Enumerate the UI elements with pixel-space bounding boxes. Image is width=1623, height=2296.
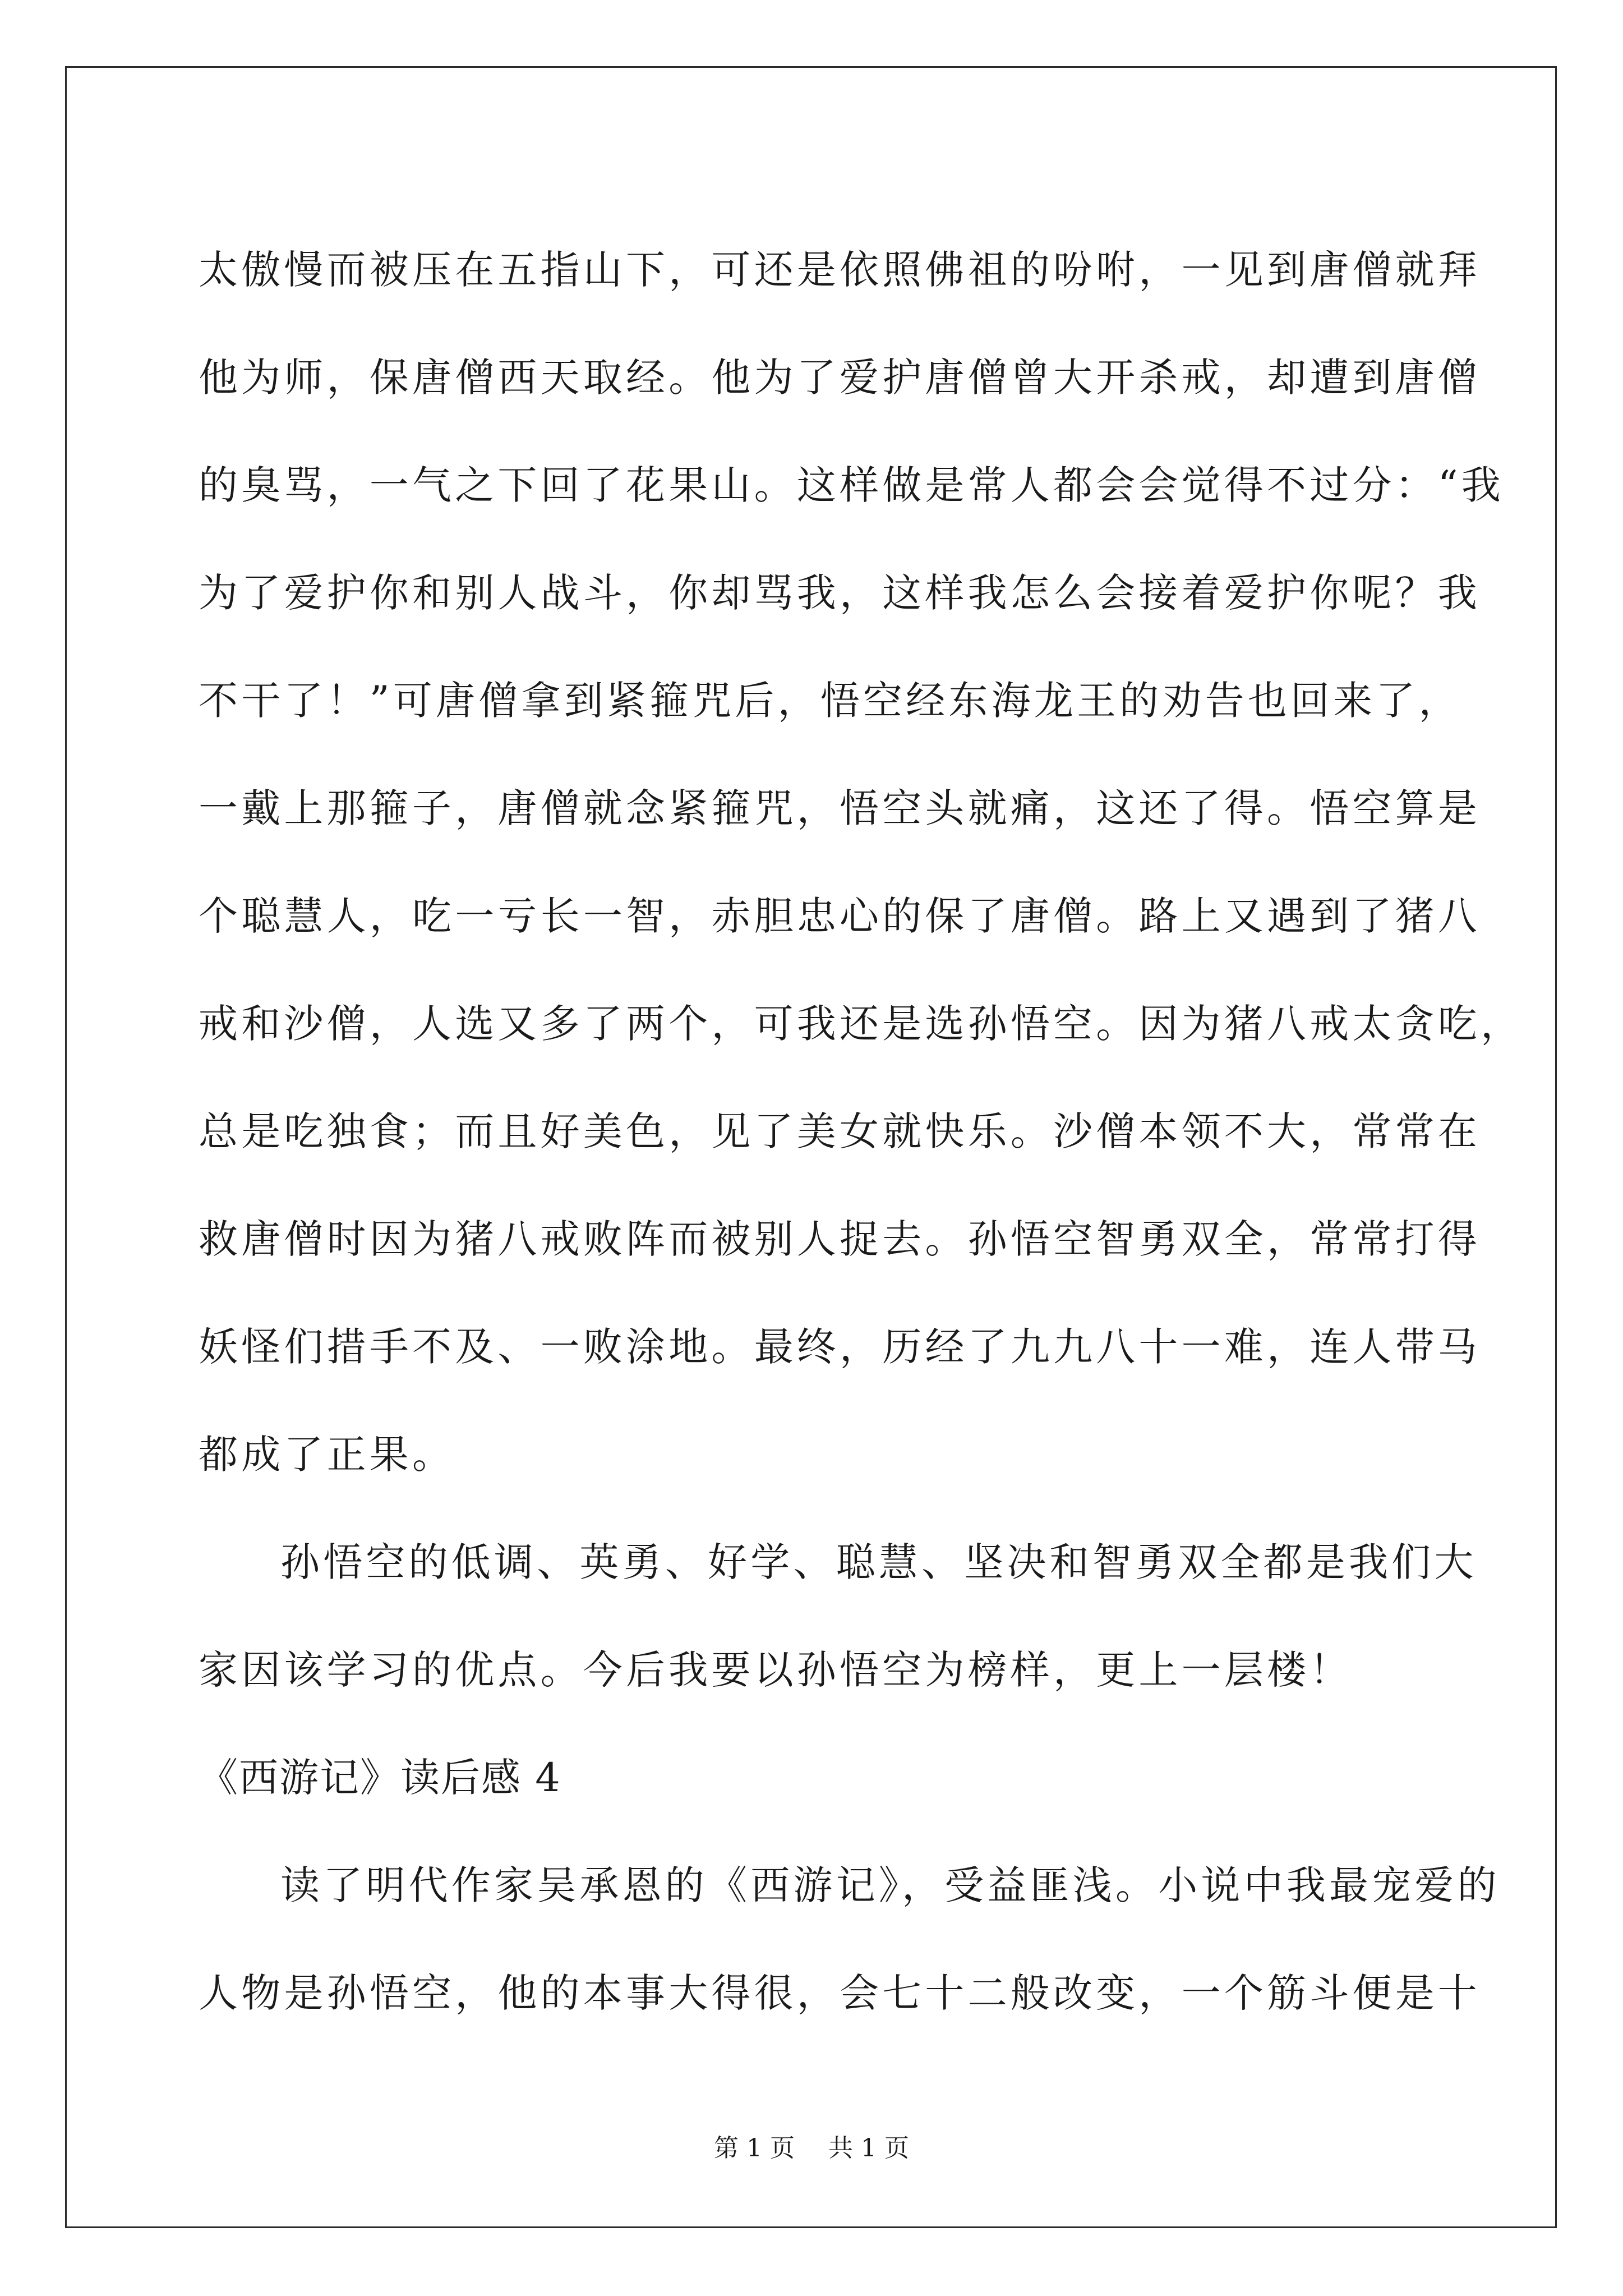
text-line: 个聪慧人，吃一亏长一智，赤胆忠心的保了唐僧。路上又遇到了猪八	[199, 893, 1481, 939]
text-line: 救唐僧时因为猪八戒败阵而被别人捉去。孙悟空智勇双全，常常打得	[199, 1216, 1481, 1262]
text-line: 总是吃独食；而且好美色，见了美女就快乐。沙僧本领不大，常常在	[199, 1108, 1481, 1154]
text-line: 家因该学习的优点。今后我要以孙悟空为榜样，更上一层楼！	[199, 1647, 1353, 1693]
text-line: 戒和沙僧，人选又多了两个，可我还是选孙悟空。因为猪八戒太贪吃，	[199, 1001, 1524, 1047]
text-line: 一戴上那箍子，唐僧就念紧箍咒，悟空头就痛，这还了得。悟空算是	[199, 785, 1481, 831]
text-line: 不干了！”可唐僧拿到紧箍咒后，悟空经东海龙王的劝告也回来了，	[199, 678, 1461, 724]
text-line: 人物是孙悟空，他的本事大得很，会七十二般改变，一个筋斗便是十	[199, 1970, 1481, 2016]
paragraph-start-line: 孙悟空的低调、英勇、好学、聪慧、坚决和智勇双全都是我们大	[280, 1539, 1477, 1585]
text-line: 妖怪们措手不及、一败涂地。最终，历经了九九八十一难，连人带马	[199, 1324, 1481, 1370]
text-line: 太傲慢而被压在五指山下，可还是依照佛祖的吩咐，一见到唐僧就拜	[199, 247, 1481, 293]
text-line: 他为师，保唐僧西天取经。他为了爱护唐僧曾大开杀戒，却遭到唐僧	[199, 355, 1481, 401]
page-total: 共 1 页	[828, 2134, 909, 2162]
document-body	[199, 216, 1524, 2047]
page-number: 第 1 页	[714, 2134, 795, 2162]
text-line: 为了爱护你和别人战斗，你却骂我，这样我怎么会接着爱护你呢？我	[199, 570, 1481, 616]
section-heading: 《西游记》读后感 4	[199, 1755, 561, 1801]
text-line: 都成了正果。	[199, 1432, 455, 1478]
paragraph-start-line: 读了明代作家吴承恩的《西游记》，受益匪浅。小说中我最宠爱的	[280, 1862, 1500, 1908]
text-line: 的臭骂，一气之下回了花果山。这样做是常人都会会觉得不过分：“我	[199, 462, 1504, 508]
page-footer	[0, 2132, 1623, 2165]
